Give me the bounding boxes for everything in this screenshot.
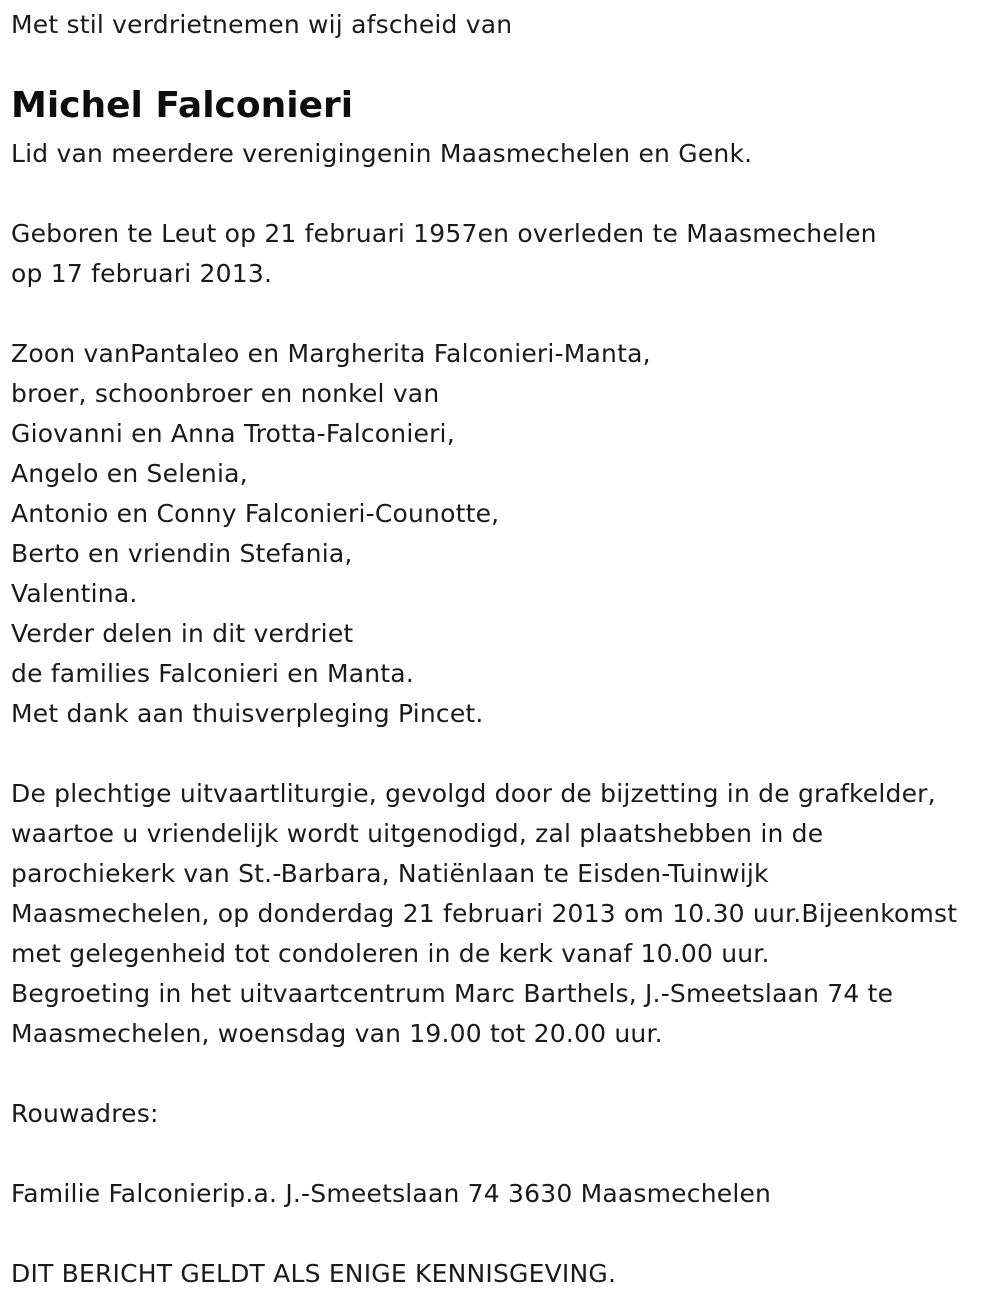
ceremony-line: Begroeting in het uitvaartcentrum Marc Barthels, J.-Smeetslaan 74 te	[11, 979, 894, 1008]
mourning-address-label: Rouwadres:	[11, 1099, 159, 1128]
family-line: Antonio en Conny Falconieri-Counotte,	[11, 499, 500, 528]
ceremony-line: parochiekerk van St.-Barbara, Natiënlaan te Eisden-Tuinwijk	[11, 859, 769, 888]
family-line: Met dank aan thuisverpleging Pincet.	[11, 699, 484, 728]
ceremony-line: waartoe u vriendelijk wordt uitgenodigd, zal plaatshebben in de	[11, 819, 824, 848]
ceremony-line: met gelegenheid tot condoleren in de kerk vanaf 10.00 uur.	[11, 939, 770, 968]
family-line: broer, schoonbroer en nonkel van	[11, 379, 440, 408]
ceremony-line: Maasmechelen, woensdag van 19.00 tot 20.00 uur.	[11, 1019, 663, 1048]
mourning-address: Familie Falconierip.a. J.-Smeetslaan 74 3630 Maasmechelen	[11, 1179, 772, 1208]
family-line: Zoon vanPantaleo en Margherita Falconieri-Manta,	[11, 339, 651, 368]
family-line: Valentina.	[11, 579, 138, 608]
family-line: Giovanni en Anna Trotta-Falconieri,	[11, 419, 455, 448]
family-line: Berto en vriendin Stefania,	[11, 539, 353, 568]
membership-text: Lid van meerdere verenigingenin Maasmechelen en Genk.	[11, 139, 753, 168]
family-line: Verder delen in dit verdriet	[11, 619, 354, 648]
family-line: de families Falconieri en Manta.	[11, 659, 414, 688]
ceremony-line: Maasmechelen, op donderdag 21 februari 2013 om 10.30 uur.Bijeenkomst	[11, 899, 958, 928]
family-line: Angelo en Selenia,	[11, 459, 248, 488]
notice-text: DIT BERICHT GELDT ALS ENIGE KENNISGEVING.	[11, 1259, 617, 1288]
birth-death-line: op 17 februari 2013.	[11, 259, 273, 288]
intro-text: Met stil verdrietnemen wij afscheid van	[11, 10, 513, 39]
birth-death-line: Geboren te Leut op 21 februari 1957en overleden te Maasmechelen	[11, 219, 877, 248]
ceremony-line: De plechtige uitvaartliturgie, gevolgd door de bijzetting in de grafkelder,	[11, 779, 936, 808]
deceased-name: Michel Falconieri	[11, 85, 354, 126]
